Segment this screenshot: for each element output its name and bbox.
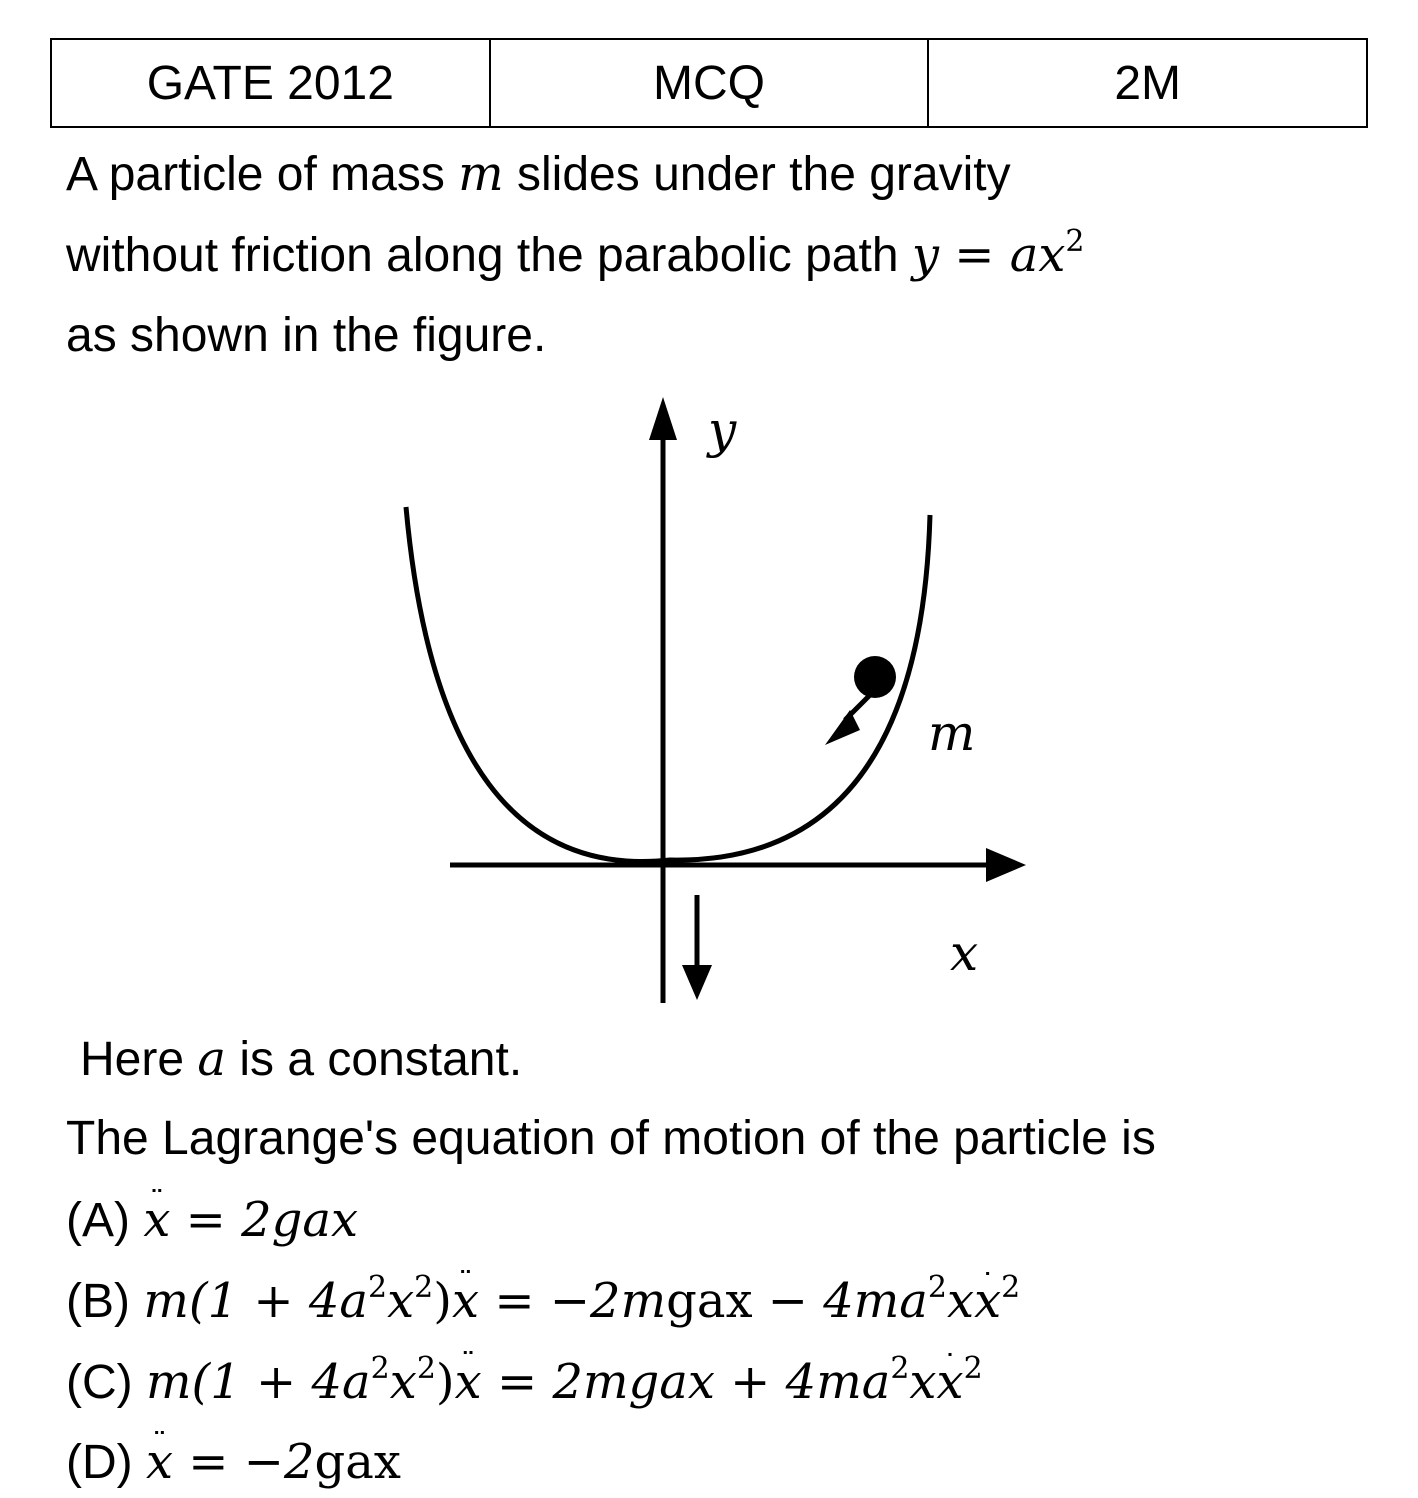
gravity-arrowhead	[682, 965, 712, 1000]
expression-part: x	[947, 1273, 975, 1329]
y-axis-label: y	[708, 401, 737, 459]
x-double-dot: x ¨	[455, 1354, 482, 1410]
exponent: 2	[963, 1351, 983, 1386]
expression-part: = −2	[173, 1434, 315, 1490]
expression-part: m(1 + 4a	[145, 1354, 371, 1410]
parabola-figure	[380, 385, 1060, 1015]
text: without friction along the parabolic path	[66, 229, 912, 282]
y-axis-arrowhead	[649, 397, 677, 440]
x-double-dot: x ¨	[146, 1434, 173, 1490]
option-b[interactable]	[66, 1270, 1021, 1330]
expression-part: = −2m	[479, 1273, 667, 1329]
particle-mass	[854, 656, 896, 698]
velocity-arrowhead	[825, 710, 860, 745]
question-line-3: as shown in the figure.	[66, 309, 547, 362]
option-label: (C)	[66, 1356, 146, 1409]
exponent: 2	[416, 1351, 436, 1386]
x-dot: x ˙	[974, 1273, 1001, 1329]
mass-label: m	[928, 704, 976, 762]
expression-part: )	[433, 1273, 452, 1329]
expression-part: x	[387, 1273, 415, 1329]
exponent: 2	[1001, 1270, 1021, 1305]
text: A particle of mass	[66, 148, 459, 201]
x-axis-label: x	[950, 924, 979, 982]
option-label: (D)	[66, 1436, 146, 1489]
exponent: 2	[370, 1351, 390, 1386]
option-c[interactable]	[66, 1351, 983, 1411]
parabola-curve	[406, 507, 930, 862]
x-axis-arrowhead	[986, 848, 1026, 882]
expression-part: gax	[314, 1434, 401, 1490]
option-d[interactable]	[66, 1434, 401, 1491]
expression-part: x	[389, 1354, 417, 1410]
constant-symbol: a	[197, 1031, 226, 1087]
header-table	[50, 38, 1368, 128]
x-dot: x ˙	[937, 1354, 964, 1410]
marks-cell: 2M	[928, 39, 1367, 127]
expression-part: = 2mgax + 4ma	[481, 1354, 891, 1410]
expression-part: m(1 + 4a	[143, 1273, 368, 1329]
x-double-dot: x ¨	[143, 1192, 170, 1248]
mass-symbol: m	[458, 146, 504, 202]
expression-part: )	[435, 1354, 455, 1410]
question-line-1	[66, 146, 1011, 203]
text: is a constant.	[226, 1033, 523, 1086]
exponent: 2	[368, 1270, 388, 1305]
option-a[interactable]	[66, 1192, 358, 1249]
question-line-5: The Lagrange's equation of motion of the particle is	[66, 1112, 1156, 1165]
x-double-dot: x ¨	[452, 1273, 479, 1329]
exponent: 2	[1065, 224, 1085, 259]
exam-cell: GATE 2012	[51, 39, 490, 127]
expression-part: gax	[666, 1273, 753, 1329]
path-equation: y = ax	[911, 227, 1066, 283]
text: Here	[80, 1033, 198, 1086]
exponent: 2	[927, 1270, 948, 1305]
exponent: 2	[890, 1351, 910, 1386]
option-label: (A)	[66, 1194, 144, 1247]
question-line-2	[66, 224, 1085, 284]
expression-part: − 4ma	[752, 1273, 928, 1329]
expression-part: x	[909, 1354, 937, 1410]
question-line-4	[80, 1031, 522, 1088]
option-expression: = 2gax	[170, 1192, 359, 1248]
exponent: 2	[414, 1270, 434, 1305]
text: slides under the gravity	[503, 148, 1011, 201]
option-label: (B)	[66, 1275, 144, 1328]
question-type-cell: MCQ	[490, 39, 929, 127]
